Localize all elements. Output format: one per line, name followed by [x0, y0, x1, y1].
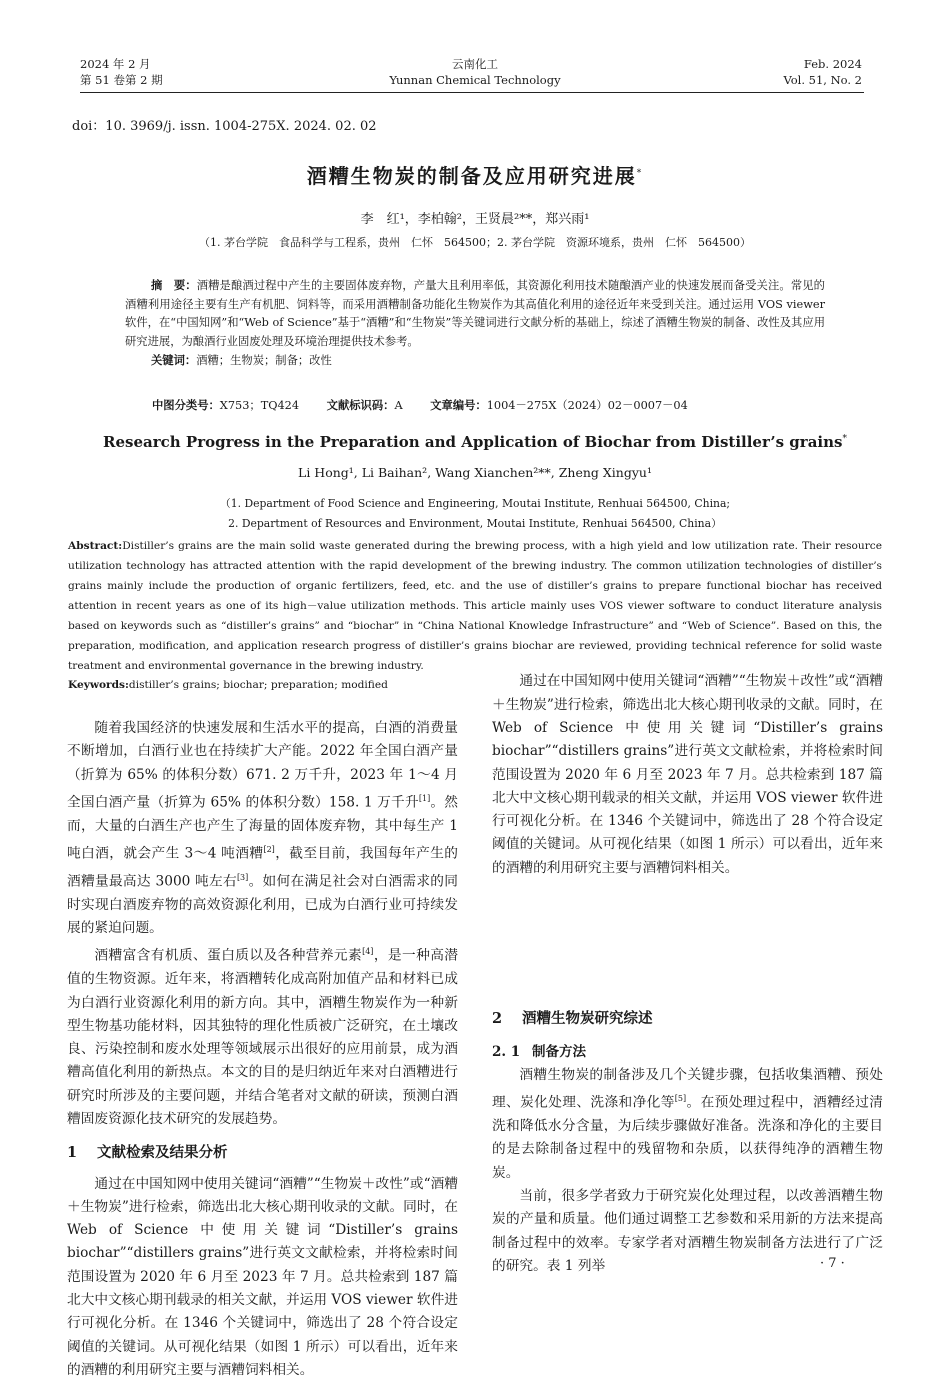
- citation-ref: [1]: [418, 793, 431, 803]
- body-paragraph: 随着我国经济的快速发展和生活水平的提高，白酒的消费量不断增加，白酒行业也在持续扩大产能。2022 年全国白酒产量（折算为 65% 的体积分数）671. 2 万千升，2023 年 1～4 月全国白酒产量（折算为 65% 的体积分数）158. 1 万千升[1]。然而，大量的白酒生产也产生了海量的固体废弃物，其中每生产 1 吨白酒，就会产生 3～4 吨酒糟[2]，截至目前，我国每年产生的酒糟量最高达 3000 吨左右[3]。如何在满足社会对白酒需求的同时实现白酒废弃物的高效资源化利用，已成为白酒行业可持续发展的紧迫问题。: [67, 720, 458, 937]
- body-paragraph-split: 通过在中国知网中使用关键词“酒糟”“生物炭＋改性”或“酒糟＋生物炭”进行检索，筛选出北大核心期刊收录的文献。同时，在 Web of Science 中使用关键词“Distiller’s grains biochar”“distillers grains”进行英文文献检索，并将检索时间范围设置为 2020 年 6 月至 2023 年 7 月。总共检索到 187 篇北大中文核心期刊载录的相关文献，并运用 VOS viewer 软件进行可视化分析。在 1346 个关键词中，筛选出了 28 个符合设定阈值的关键词。从可视化结果（如图 1 所示）可以看出，近年来的酒糟的利用研究主要与酒糟饲料相关。: [67, 1175, 458, 1378]
- citation-ref: [4]: [362, 947, 374, 957]
- authors-cn: 李 红¹，李柏翰²，王贤晨²**，郑兴雨¹: [360, 212, 590, 227]
- body-paragraph: 酒糟生物炭的制备涉及几个关键步骤，包括收集酒糟、预处理、炭化处理、洗涤和净化等[5]。在预处理过程中，酒糟经过清洗和降低水分含量，为后续步骤做好准备。洗涤和净化的主要目的是去除制备过程中的残留物和杂质，以获得纯净的酒糟生物炭。: [492, 1067, 883, 1181]
- issue-date: 2024 年 2 月: [80, 57, 151, 71]
- body-column-right: [492, 673, 883, 1278]
- paper-title-en-text: Research Progress in the Preparation and Application of Biochar from Distiller’s grains: [103, 433, 843, 451]
- keywords-cn: [151, 351, 825, 371]
- affiliation-en-1: （1. Department of Food Science and Engineering, Moutai Institute, Renhuai 564500, China;: [219, 497, 731, 510]
- abstract-cn: [125, 276, 825, 371]
- title-footnote-mark-en: *: [842, 434, 847, 444]
- authors-en: Li Hong¹, Li Baihan², Wang Xianchen²**, Zheng Xingyu¹: [298, 465, 652, 480]
- classification-line: [152, 397, 852, 413]
- section-heading-1: 1 文献检索及结果分析: [67, 1144, 228, 1162]
- doi: doi：10. 3969/j. issn. 1004-275X. 2024. 02. 02: [72, 119, 377, 134]
- title-footnote-mark: *: [636, 168, 644, 179]
- paper-title-cn-text: 酒糟生物炭的制备及应用研究进展: [306, 164, 637, 188]
- paper-title-en: [0, 433, 950, 451]
- running-header-right: [783, 56, 862, 88]
- volume-issue-cn: 第 51 卷第 2 期: [80, 73, 163, 87]
- abstract-en-label: Abstract:: [68, 540, 123, 552]
- volume-issue-en: Vol. 51, No. 2: [783, 73, 862, 87]
- issue-date-en: Feb. 2024: [803, 57, 862, 71]
- running-header-left: [80, 56, 163, 88]
- header-divider: [80, 92, 864, 93]
- running-header-center: [300, 56, 650, 88]
- citation-ref: [5]: [674, 1094, 687, 1104]
- document-code: 文献标识码：A: [326, 398, 403, 412]
- abstract-cn-label: 摘 要：: [151, 278, 197, 292]
- affiliation-en-2: 2. Department of Resources and Environment, Moutai Institute, Renhuai 564500, China）: [228, 517, 722, 530]
- journal-name-en: Yunnan Chemical Technology: [389, 73, 561, 87]
- keywords-en-label: Keywords:: [68, 679, 129, 691]
- body-paragraph: 酒糟富含有机质、蛋白质以及各种营养元素[4]，是一种高潜值的生物资源。近年来，将酒糟转化成高附加值产品和材料已成为白酒行业资源化利用的新方向。其中，酒糟生物炭作为一种新型生物基功能材料，因其独特的理化性质被广泛研究，在土壤改良、污染控制和废水处理等领域展示出很好的应用前景，成为酒糟高值化利用的新热点。本文的目的是归纳近年来对白酒糟进行研究时所涉及的主要问题，并结合笔者对文献的研读，预测白酒糟固废资源化技术研究的发展趋势。: [67, 947, 458, 1127]
- body-paragraph-continued: 通过在中国知网中使用关键词“酒糟”“生物炭＋改性”或“酒糟＋生物炭”进行检索，筛选出北大核心期刊收录的文献。同时，在 Web of Science 中使用关键词“Distiller’s grains biochar”“distillers grains”进行英文文献检索，并将检索时间范围设置为 2020 年 6 月至 2023 年 7 月。总共检索到 187 篇北大中文核心期刊载录的相关文献，并运用 VOS viewer 软件进行可视化分析。在 1346 个关键词中，筛选出了 28 个符合设定阈值的关键词。从可视化结果（如图 1 所示）可以看出，近年来的酒糟的利用研究主要与酒糟饲料相关。: [492, 673, 883, 876]
- abstract-en-text: Distiller’s grains are the main solid waste generated during the brewing process, with a high yield and low utilization rate. Their resource utilization technology has attracted attention with the rapid development of the brewing industry. The common utilization technologies of distiller’s grains mainly include the production of organic fertilizers, feed, etc. and the use of distiller’s grains to prepare functional biochar has received attention in recent years as one of its high－value utilization methods. This article mainly uses VOS viewer software to conduct literature analysis based on keywords such as “distiller’s grains” and “biochar” in “China National Knowledge Infrastructure” and “Web of Science”. Based on this, the preparation, modification, and application research progress of distiller’s grains biochar are reviewed, providing technical reference for solid waste treatment and environmental governance in the brewing industry.: [68, 540, 882, 672]
- citation-ref: [3]: [236, 872, 249, 882]
- subsection-heading-2-1: 2. 1 制备方法: [492, 1043, 586, 1060]
- section-heading-2: 2 酒糟生物炭研究综述: [492, 1010, 653, 1028]
- paper-title-cn: [0, 160, 950, 189]
- journal-name-cn: 云南化工: [452, 57, 498, 71]
- abstract-cn-text: 酒糟是酿酒过程中产生的主要固体废弃物，产量大且利用率低，其资源化利用技术随酿酒产业的快速发展而备受关注。常见的酒糟利用途径主要有生产有机肥、饲料等，而采用酒糟制备功能化生物炭作为其高值化利用的途径近年来受到关注。通过运用 VOS viewer 软件，在“中国知网”和“Web of Science”基于“酒糟”和“生物炭”等关键词进行文献分析的基础上，综述了酒糟生物炭的制备、改性及其应用研究进展，为酿酒行业固废处理及环境治理提供技术参考。: [125, 279, 825, 348]
- article-number: 文章编号：1004－275X（2024）02－0007－04: [430, 398, 688, 412]
- body-paragraph: 当前，很多学者致力于研究炭化处理过程，以改善酒糟生物炭的产量和质量。他们通过调整工艺参数和采用新的方法来提高制备过程中的效率。专家学者对酒糟生物炭制备方法进行了广泛的研究。表 1 列举: [492, 1188, 883, 1274]
- affiliation-cn: （1. 茅台学院 食品科学与工程系，贵州 仁怀 564500；2. 茅台学院 资源环境系，贵州 仁怀 564500）: [199, 236, 751, 249]
- abstract-cn-para: [125, 276, 825, 351]
- abstract-en: [68, 536, 882, 676]
- page-number: · 7 ·: [820, 1256, 845, 1271]
- body-column-left: [67, 717, 458, 1378]
- keywords-cn-label: 关键词：: [151, 353, 197, 367]
- keywords-cn-text: 酒糟；生物炭；制备；改性: [196, 354, 332, 367]
- clc-code: 中图分类号：X753；TQ424: [152, 398, 300, 412]
- citation-ref: [2]: [263, 845, 275, 855]
- keywords-en-text: distiller’s grains; biochar; preparation; modified: [128, 679, 388, 691]
